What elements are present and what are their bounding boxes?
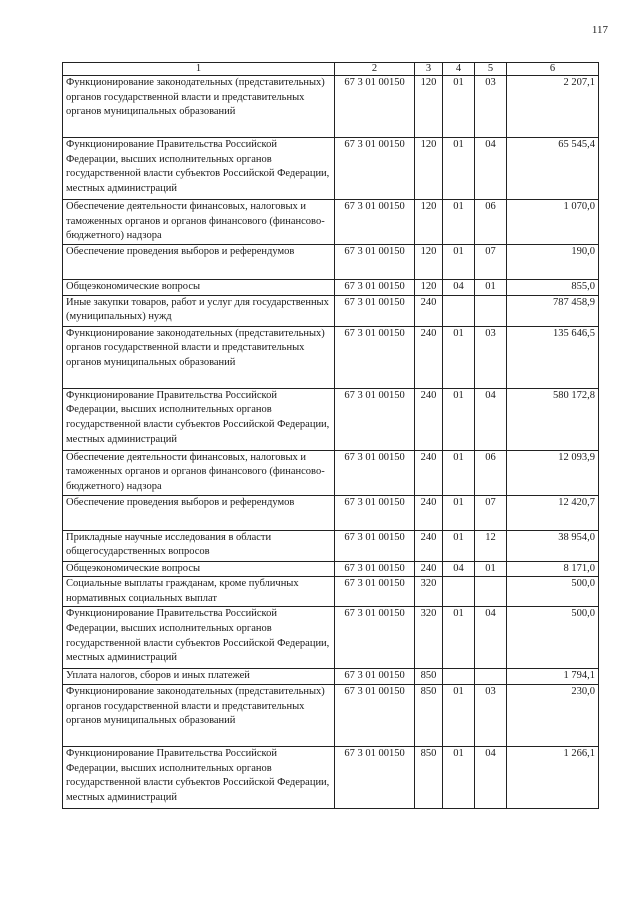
row-code-cell: 67 3 01 00150 xyxy=(335,530,415,561)
row-amount-cell: 787 458,9 xyxy=(507,295,599,326)
row-section-cell: 01 xyxy=(443,244,475,279)
row-amount-cell: 12 093,9 xyxy=(507,450,599,495)
row-subsection-cell xyxy=(475,669,507,685)
table-row xyxy=(63,684,599,746)
header-cell: 5 xyxy=(475,63,507,76)
row-expense-type-cell: 240 xyxy=(415,388,443,450)
header-cell: 1 xyxy=(63,63,335,76)
table-row xyxy=(63,450,599,495)
row-code-cell: 67 3 01 00150 xyxy=(335,684,415,746)
row-subsection-cell xyxy=(475,577,507,607)
row-section-cell: 04 xyxy=(443,279,475,295)
table-row xyxy=(63,577,599,607)
row-section-cell: 01 xyxy=(443,138,475,200)
row-code-cell: 67 3 01 00150 xyxy=(335,138,415,200)
row-section-cell: 01 xyxy=(443,76,475,138)
row-amount-cell: 855,0 xyxy=(507,279,599,295)
row-name-cell: Функционирование законодательных (представительных) органов государственной власти и представительных органов муниципальных образований xyxy=(63,326,335,388)
row-amount-cell: 135 646,5 xyxy=(507,326,599,388)
row-subsection-cell xyxy=(475,295,507,326)
table-row xyxy=(63,495,599,530)
row-name-cell: Общеэкономические вопросы xyxy=(63,561,335,577)
row-subsection-cell: 07 xyxy=(475,495,507,530)
row-subsection-cell: 01 xyxy=(475,279,507,295)
row-subsection-cell: 07 xyxy=(475,244,507,279)
row-code-cell: 67 3 01 00150 xyxy=(335,450,415,495)
header-cell: 6 xyxy=(507,63,599,76)
row-name-cell: Обеспечение проведения выборов и референдумов xyxy=(63,244,335,279)
row-code-cell: 67 3 01 00150 xyxy=(335,244,415,279)
row-name-cell: Обеспечение деятельности финансовых, налоговых и таможенных органов и органов финансового (финансово-бюджетного) надзора xyxy=(63,450,335,495)
row-name-cell: Функционирование законодательных (представительных) органов государственной власти и представительных органов муниципальных образований xyxy=(63,684,335,746)
row-amount-cell: 12 420,7 xyxy=(507,495,599,530)
table-row xyxy=(63,76,599,138)
row-section-cell xyxy=(443,577,475,607)
table-row xyxy=(63,607,599,669)
row-section-cell: 04 xyxy=(443,561,475,577)
row-subsection-cell: 03 xyxy=(475,76,507,138)
row-code-cell: 67 3 01 00150 xyxy=(335,495,415,530)
table-row xyxy=(63,530,599,561)
row-code-cell: 67 3 01 00150 xyxy=(335,388,415,450)
row-expense-type-cell: 240 xyxy=(415,530,443,561)
row-section-cell: 01 xyxy=(443,495,475,530)
row-amount-cell: 1 794,1 xyxy=(507,669,599,685)
row-code-cell: 67 3 01 00150 xyxy=(335,669,415,685)
row-section-cell: 01 xyxy=(443,388,475,450)
table-row xyxy=(63,561,599,577)
row-code-cell: 67 3 01 00150 xyxy=(335,279,415,295)
table-row xyxy=(63,295,599,326)
row-name-cell: Функционирование Правительства Российской Федерации, высших исполнительных органов государственной власти субъектов Российской Федерации, местных администраций xyxy=(63,388,335,450)
budget-table xyxy=(62,62,599,809)
header-cell: 2 xyxy=(335,63,415,76)
row-name-cell: Прикладные научные исследования в области общегосударственных вопросов xyxy=(63,530,335,561)
row-name-cell: Функционирование Правительства Российской Федерации, высших исполнительных органов государственной власти субъектов Российской Федерации, местных администраций xyxy=(63,746,335,808)
row-code-cell: 67 3 01 00150 xyxy=(335,200,415,245)
row-amount-cell: 2 207,1 xyxy=(507,76,599,138)
row-expense-type-cell: 240 xyxy=(415,295,443,326)
row-expense-type-cell: 240 xyxy=(415,326,443,388)
row-name-cell: Обеспечение деятельности финансовых, налоговых и таможенных органов и органов финансового (финансово-бюджетного) надзора xyxy=(63,200,335,245)
row-expense-type-cell: 240 xyxy=(415,450,443,495)
row-subsection-cell: 03 xyxy=(475,684,507,746)
row-section-cell: 01 xyxy=(443,684,475,746)
row-name-cell: Функционирование Правительства Российской Федерации, высших исполнительных органов государственной власти субъектов Российской Федерации, местных администраций xyxy=(63,138,335,200)
row-expense-type-cell: 240 xyxy=(415,495,443,530)
row-code-cell: 67 3 01 00150 xyxy=(335,577,415,607)
row-subsection-cell: 06 xyxy=(475,450,507,495)
table-row xyxy=(63,388,599,450)
table-row xyxy=(63,200,599,245)
row-name-cell: Обеспечение проведения выборов и референдумов xyxy=(63,495,335,530)
row-subsection-cell: 04 xyxy=(475,138,507,200)
row-subsection-cell: 04 xyxy=(475,388,507,450)
row-code-cell: 67 3 01 00150 xyxy=(335,295,415,326)
row-code-cell: 67 3 01 00150 xyxy=(335,561,415,577)
row-name-cell: Социальные выплаты гражданам, кроме публичных нормативных социальных выплат xyxy=(63,577,335,607)
row-subsection-cell: 01 xyxy=(475,561,507,577)
row-expense-type-cell: 120 xyxy=(415,138,443,200)
table-row xyxy=(63,326,599,388)
row-amount-cell: 190,0 xyxy=(507,244,599,279)
row-amount-cell: 500,0 xyxy=(507,577,599,607)
row-amount-cell: 1 070,0 xyxy=(507,200,599,245)
row-section-cell: 01 xyxy=(443,450,475,495)
header-cell: 4 xyxy=(443,63,475,76)
row-amount-cell: 230,0 xyxy=(507,684,599,746)
row-amount-cell: 500,0 xyxy=(507,607,599,669)
row-subsection-cell: 03 xyxy=(475,326,507,388)
row-expense-type-cell: 120 xyxy=(415,244,443,279)
row-section-cell xyxy=(443,295,475,326)
row-subsection-cell: 04 xyxy=(475,607,507,669)
row-section-cell: 01 xyxy=(443,607,475,669)
header-cell: 3 xyxy=(415,63,443,76)
row-name-cell: Функционирование законодательных (представительных) органов государственной власти и представительных органов муниципальных образований xyxy=(63,76,335,138)
row-code-cell: 67 3 01 00150 xyxy=(335,746,415,808)
row-expense-type-cell: 320 xyxy=(415,577,443,607)
row-subsection-cell: 12 xyxy=(475,530,507,561)
table-body xyxy=(63,76,599,809)
table-row xyxy=(63,138,599,200)
row-expense-type-cell: 120 xyxy=(415,200,443,245)
row-expense-type-cell: 850 xyxy=(415,684,443,746)
row-name-cell: Функционирование Правительства Российской Федерации, высших исполнительных органов государственной власти субъектов Российской Федерации, местных администраций xyxy=(63,607,335,669)
row-expense-type-cell: 320 xyxy=(415,607,443,669)
row-section-cell: 01 xyxy=(443,530,475,561)
row-expense-type-cell: 850 xyxy=(415,746,443,808)
row-section-cell: 01 xyxy=(443,746,475,808)
row-amount-cell: 8 171,0 xyxy=(507,561,599,577)
row-subsection-cell: 04 xyxy=(475,746,507,808)
row-expense-type-cell: 240 xyxy=(415,561,443,577)
row-amount-cell: 580 172,8 xyxy=(507,388,599,450)
header-row xyxy=(63,63,599,76)
row-section-cell: 01 xyxy=(443,200,475,245)
row-subsection-cell: 06 xyxy=(475,200,507,245)
row-name-cell: Уплата налогов, сборов и иных платежей xyxy=(63,669,335,685)
row-amount-cell: 65 545,4 xyxy=(507,138,599,200)
row-section-cell xyxy=(443,669,475,685)
row-amount-cell: 38 954,0 xyxy=(507,530,599,561)
row-amount-cell: 1 266,1 xyxy=(507,746,599,808)
table-row xyxy=(63,244,599,279)
page-number: 117 xyxy=(591,24,608,36)
table-row xyxy=(63,746,599,808)
row-expense-type-cell: 120 xyxy=(415,279,443,295)
row-name-cell: Иные закупки товаров, работ и услуг для государственных (муниципальных) нужд xyxy=(63,295,335,326)
row-expense-type-cell: 850 xyxy=(415,669,443,685)
row-expense-type-cell: 120 xyxy=(415,76,443,138)
table-row xyxy=(63,279,599,295)
row-name-cell: Общеэкономические вопросы xyxy=(63,279,335,295)
row-code-cell: 67 3 01 00150 xyxy=(335,326,415,388)
table-row xyxy=(63,669,599,685)
row-section-cell: 01 xyxy=(443,326,475,388)
row-code-cell: 67 3 01 00150 xyxy=(335,76,415,138)
row-code-cell: 67 3 01 00150 xyxy=(335,607,415,669)
